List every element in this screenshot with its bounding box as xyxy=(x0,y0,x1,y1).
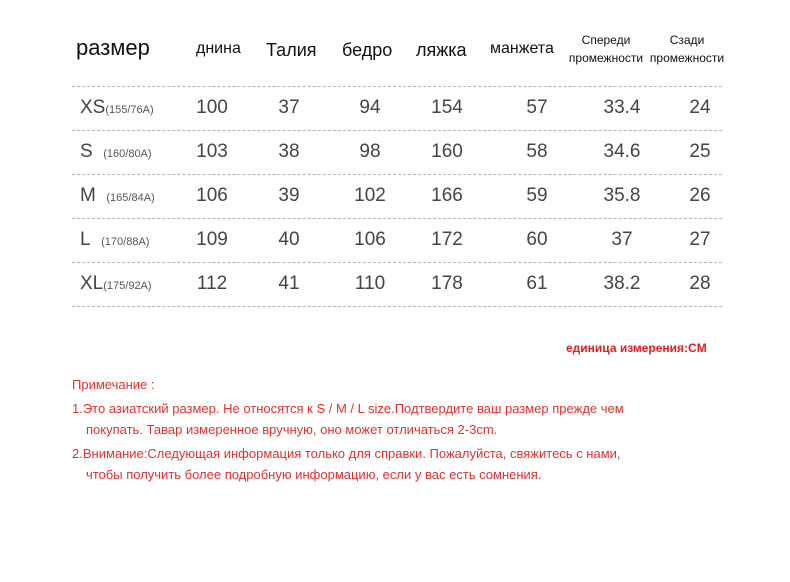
length-cell: 103 xyxy=(196,141,228,162)
header-back-line1: Сзади xyxy=(669,33,705,47)
size-code: (165/84A) xyxy=(106,192,155,204)
front-rise-cell: 38.2 xyxy=(603,273,641,294)
length-cell: 112 xyxy=(196,273,228,294)
size-label: M xyxy=(80,185,96,206)
size-table xyxy=(72,86,722,307)
table-row xyxy=(72,130,722,174)
hip-cell: 94 xyxy=(359,97,381,118)
waist-cell: 41 xyxy=(278,273,300,294)
size-cell xyxy=(80,229,149,251)
size-label: XL xyxy=(80,273,104,294)
length-cell: 100 xyxy=(196,97,228,118)
thigh-cell: 172 xyxy=(431,229,463,250)
waist-cell: 38 xyxy=(278,141,300,162)
size-cell xyxy=(80,185,155,207)
size-code: (160/80A) xyxy=(103,148,152,160)
back-rise-cell: 26 xyxy=(689,185,711,206)
size-label: S xyxy=(80,141,93,162)
note-2-line2: чтобы получить более подробную информацию, если у вас есть сомнения. xyxy=(86,467,542,482)
thigh-cell: 166 xyxy=(431,185,463,206)
header-front-line1: Спереди xyxy=(581,33,631,47)
header-size: размер xyxy=(76,35,150,60)
header-cuff: манжета xyxy=(490,40,554,57)
notes-title: Примечание : xyxy=(72,377,155,392)
back-rise-cell: 24 xyxy=(689,97,711,118)
length-cell: 106 xyxy=(196,185,228,206)
thigh-cell: 178 xyxy=(431,273,463,294)
size-cell xyxy=(80,273,152,295)
header-front-line2: промежности xyxy=(568,51,644,65)
header-back-line2: промежности xyxy=(649,51,725,65)
back-rise-cell: 27 xyxy=(689,229,711,250)
back-rise-cell: 25 xyxy=(689,141,711,162)
table-header xyxy=(0,0,790,80)
front-rise-cell: 34.6 xyxy=(603,141,641,162)
table-row xyxy=(72,86,722,130)
size-label: L xyxy=(80,229,91,250)
header-hip: бедро xyxy=(342,40,393,60)
size-cell xyxy=(80,97,154,119)
cuff-cell: 61 xyxy=(526,273,548,294)
size-label: XS xyxy=(80,97,106,118)
waist-cell: 37 xyxy=(278,97,300,118)
size-cell xyxy=(80,141,152,163)
waist-cell: 39 xyxy=(278,185,300,206)
size-code: (170/88A) xyxy=(101,236,150,248)
size-code: (175/92A) xyxy=(103,280,152,292)
note-2-line1: 2.Внимание:Следующая информация только для справки. Пожалуйста, свяжитесь с нами, xyxy=(72,446,621,461)
unit-label: единица измерения:CM xyxy=(566,341,707,355)
hip-cell: 110 xyxy=(354,273,386,294)
header-front-rise xyxy=(566,31,646,67)
cuff-cell: 59 xyxy=(526,185,548,206)
note-1-line2: покупать. Тавар измеренное вручную, оно может отличаться 2-3cm. xyxy=(86,422,498,437)
note-1-line1: 1.Это азиатский размер. Не относятся к S / M / L size.Подтвердите ваш размер прежде чем xyxy=(72,401,624,416)
cuff-cell: 57 xyxy=(526,97,548,118)
thigh-cell: 154 xyxy=(431,97,463,118)
size-code: (155/76A) xyxy=(105,104,154,116)
length-cell: 109 xyxy=(196,229,228,250)
table-row xyxy=(72,174,722,218)
waist-cell: 40 xyxy=(278,229,300,250)
table-row xyxy=(72,218,722,262)
header-waist: Талия xyxy=(266,40,317,60)
cuff-cell: 58 xyxy=(526,141,548,162)
header-back-rise xyxy=(646,31,728,67)
hip-cell: 102 xyxy=(354,185,386,206)
cuff-cell: 60 xyxy=(526,229,548,250)
front-rise-cell: 33.4 xyxy=(603,97,641,118)
table-row xyxy=(72,262,722,307)
header-length: днина xyxy=(196,40,241,57)
front-rise-cell: 35.8 xyxy=(603,185,641,206)
thigh-cell: 160 xyxy=(431,141,463,162)
hip-cell: 98 xyxy=(359,141,381,162)
header-thigh: ляжка xyxy=(416,40,467,60)
hip-cell: 106 xyxy=(354,229,386,250)
back-rise-cell: 28 xyxy=(689,273,711,294)
front-rise-cell: 37 xyxy=(611,229,633,250)
